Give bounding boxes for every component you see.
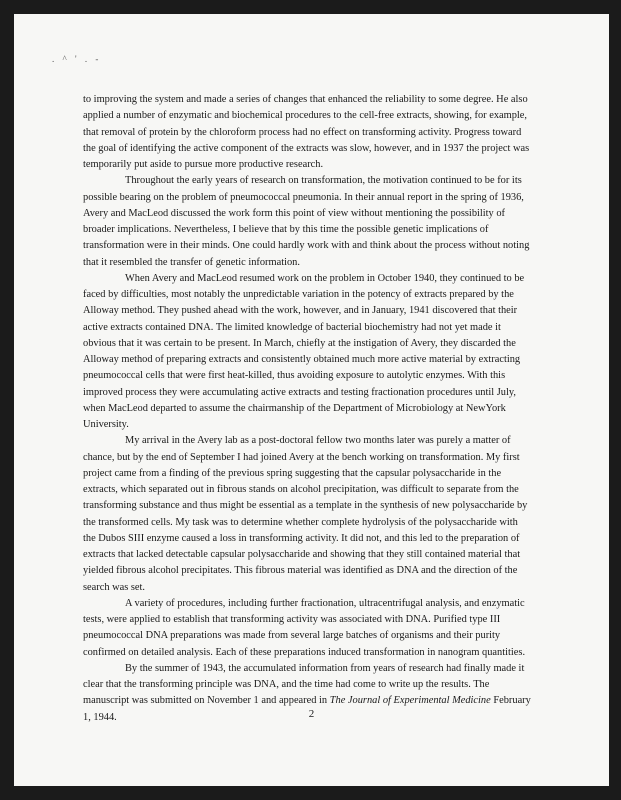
paragraph-1: to improving the system and made a series of changes that enhanced the reliability to some degree. He also applied a number of enzymatic and biochemical procedures to the cell-free extracts, showing, for example, that removal of protein by the chloroform process had no effect on transforming activity. Progress toward the goal of identifying the active component of the extracts was slow, however, and in 1937 the project was temporarily put aside to pursue more productive research.	[83, 94, 530, 170]
paragraph-6-text: By the summer of 1943, the accumulated information from years of research had finally made it clear that the transforming principle was DNA, and the time had come to write up the results. The manuscript was submitted on November 1 and appeared in	[83, 662, 525, 707]
paragraph-3: When Avery and MacLeod resumed work on the problem in October 1940, they continued to be faced by difficulties, most notably the unpredictable variation in the potency of extracts prepared by the Alloway method. They pushed ahead with the work, however, and in January, 1941 discovered that their active extracts contained DNA. The limited knowledge of bacterial biochemistry had not yet made it obvious that it was certain to be present. In March, chiefly at the instigation of Avery, they discarded the Alloway method of preparing extracts and consistently obtained much more active material by extracting pneumococcal cells that were first heat-killed, thus avoiding exposure to autolytic enzymes. With this improved process they were accumulating active extracts and testing fractionation procedures until July, when MacLeod departed to assume the chairmanship of the Department of Microbiology at NewYork University.	[83, 272, 525, 430]
paragraph-6-tail: February 1, 1944.	[83, 695, 531, 723]
journal-title: The Journal of Experimental Medicine	[329, 695, 491, 707]
corner-marks: . ^ ' . -	[52, 54, 102, 64]
document-page	[14, 14, 609, 786]
paragraph-4: My arrival in the Avery lab as a post-doctoral fellow two months later was purely a matter of chance, but by the end of September I had joined Avery at the bench working on transformation. My first project came from a finding of the previous spring suggesting that the capsular polysaccharide in the extracts, which separated out in fibrous stands on alcohol precipitation, was difficult to separate from the transforming substance and thus might be essential as a template in the synthesis of new polysaccharide by the transformed cells. My task was to determine whether complete hydrolysis of the polysaccharide with the Dubos SIII enzyme caused a loss in transforming activity. It did not, and this led to the preparation of extracts that lacked detectable capsular polysaccharide and showing that they still contained material that yielded fibrous alcohol precipitates. This fibrous material was identified as DNA and the direction of the search was set.	[83, 435, 528, 593]
paragraph-2: Throughout the early years of research on transformation, the motivation continued to be for its possible bearing on the problem of pneumococcal pneumonia. In their annual report in the spring of 1936, Avery and MacLeod discussed the work form this point of view without mentioning the possibility of broader implications. Nevertheless, I believe that by this time the possible genetic implications of transformation were in their minds. One could hardly work with and think about the process without noting that it resembled the transfer of genetic information.	[83, 175, 530, 268]
body-text	[83, 92, 533, 726]
page-number: 2	[308, 708, 315, 720]
paragraph-5: A variety of procedures, including further fractionation, ultracentrifugal analysis, and enzymatic tests, were applied to establish that transforming activity was associated with DNA. Purified type III pneumococcal DNA preparations was made from several large batches of organisms and their purity confirmed on detailed analysis. Each of these preparations induced transformation in nanogram quantities.	[83, 597, 526, 658]
